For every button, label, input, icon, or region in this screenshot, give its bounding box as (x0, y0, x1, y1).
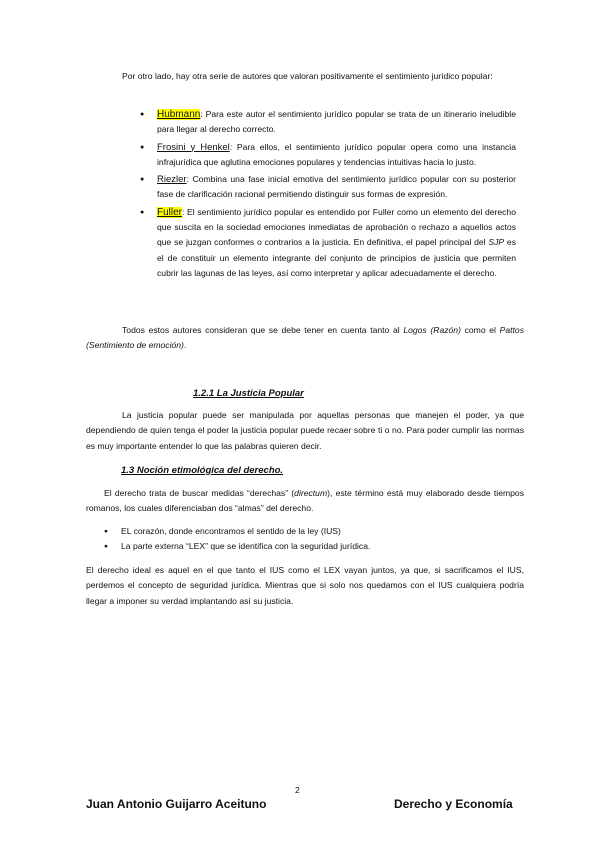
list-item: ● EL corazón, donde encontramos el sentido de la ley (IUS) (104, 524, 524, 539)
nocion-text: El derecho trata de buscar medidas “derechas” ( (104, 488, 295, 498)
conclusion-text: El derecho ideal es aquel en el que tanto el IUS como el LEX vayan juntos, ya que, si sacrificamos el IUS, perdemos el concepto de seguridad jurídica. Mientras que si solo nos quedamos con el IUS cualquiera podría llegar a imponer su verdad implantando así su justicia. (86, 565, 524, 606)
authors-list (141, 107, 516, 283)
footer-subject: Derecho y Economía (394, 797, 513, 811)
list-item (141, 205, 516, 281)
intro-text: Por otro lado, hay otra serie de autores que valoran positivamente el sentimiento jurídico popular: (122, 71, 493, 81)
nocion-paragraph (86, 486, 524, 517)
page-number: 2 (295, 785, 300, 795)
justicia-popular-text: La justicia popular puede ser manipulada por aquellas personas que manejen el poder, ya que dependiendo de quien tenga el poder la justicia popular puede recaer sobre ti o no. Para poder cumplir las normas es muy importante entender lo que las palabras quieren decir. (86, 410, 524, 451)
summary-text: . (183, 340, 187, 351)
author-text: : Para ellos, el sentimiento jurídico popular opera como una instancia infrajurídica que aglutina emociones populares y tendencias intuitivas hacia lo justo. (157, 141, 516, 167)
sjp-abbrev: SJP (488, 237, 505, 248)
justicia-popular-paragraph (86, 408, 524, 454)
author-name: Frosini y Henkel (157, 141, 230, 153)
author-name: Hubmann (157, 109, 201, 120)
author-text: : Combina una fase inicial emotiva del sentimiento jurídico popular con su posterior fase de clarificación racional permitiendo distinguir sus formas de expresión. (157, 174, 516, 200)
conclusion-paragraph (86, 563, 524, 609)
logos-term: Logos (Razón) (403, 325, 461, 335)
list-item (141, 140, 516, 171)
author-text: : Para este autor el sentimiento jurídico popular se trata de un itinerario ineludible para llegar al derecho correcto. (157, 109, 516, 135)
summary-text: como el (460, 325, 500, 335)
author-text: : El sentimiento jurídico popular es entendido por Fuller como un elemento del derecho que suscita en la sociedad emociones inmediatas de aprobación o rechazo a aquellos actos que se juzgan conformes o contrarios a la justicia. En definitiva, el papel principal del (157, 206, 516, 248)
author-name: Riezler (157, 174, 187, 186)
almas-list (104, 524, 524, 555)
section-heading-justicia-popular: 1.2.1 La Justicia Popular (193, 388, 304, 399)
footer-author: Juan Antonio Guijarro Aceituno (86, 797, 267, 811)
section-heading-nocion: 1.3 Noción etimológica del derecho. (121, 465, 284, 476)
summary-paragraph (86, 323, 524, 354)
directum-term: directum (294, 488, 328, 498)
author-name: Fuller (157, 206, 183, 218)
nocion-text: ), este término está muy elaborado desde tiempos romanos, los cuales diferenciaban dos “almas” del derecho. (86, 488, 524, 514)
summary-text: Todos estos autores consideran que se debe tener en cuenta tanto al (122, 325, 404, 335)
list-item: ● La parte externa “LEX” que se identifica con la seguridad jurídica. (104, 539, 524, 554)
list-item (141, 172, 516, 203)
intro-paragraph (86, 69, 524, 84)
author-text: es el de constituir un elemento integrante del conjunto de principios de justicia que permiten cubrir las lagunas de las leyes, así como interpretar y aplicar adecuadamente el derecho. (157, 237, 517, 278)
pattos-term: Pattos (Sentimiento de emoción) (86, 325, 524, 351)
list-item (141, 107, 516, 138)
